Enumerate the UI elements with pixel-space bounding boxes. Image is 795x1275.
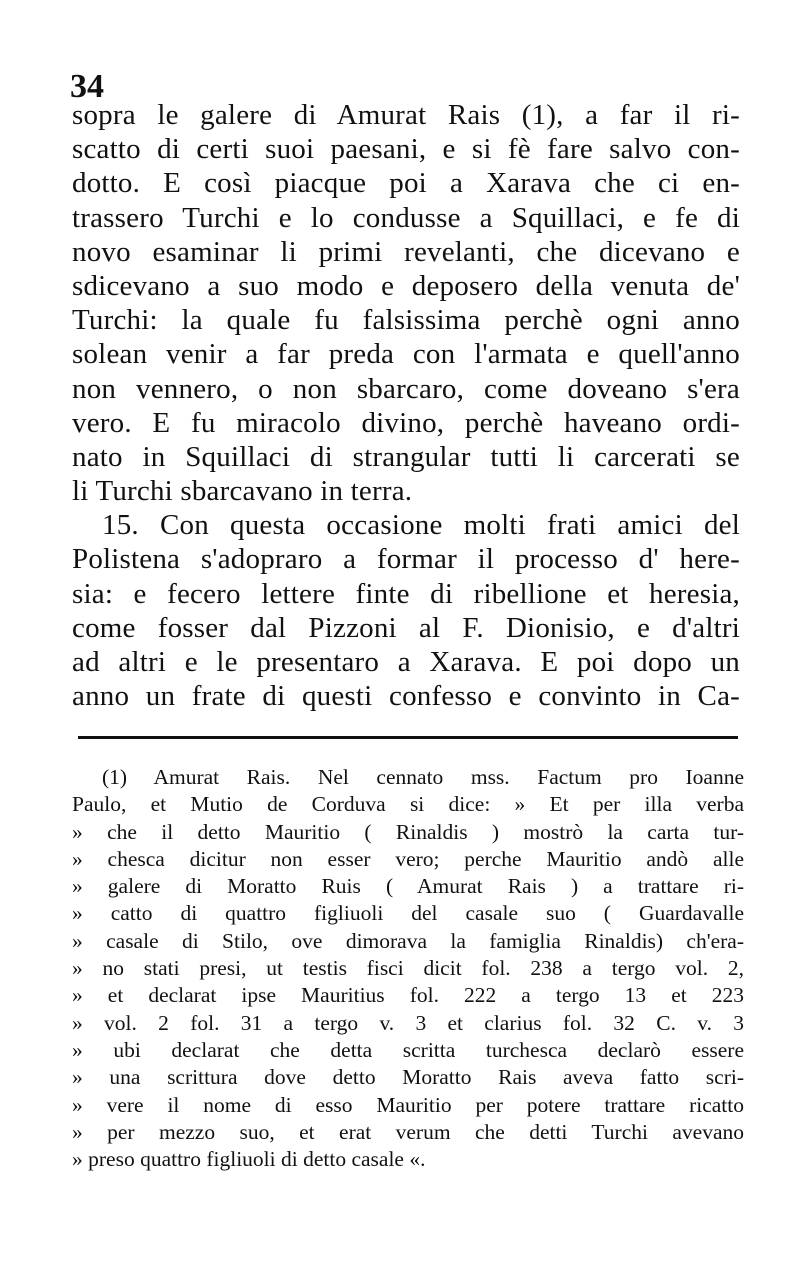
body-line: anno un frate di questi confesso e convinto in Ca- bbox=[72, 680, 740, 713]
body-line: ad altri e le presentaro a Xarava. E poi dopo un bbox=[72, 646, 740, 678]
main-text bbox=[72, 98, 740, 713]
body-line: li Turchi sbarcavano in terra. bbox=[72, 475, 413, 508]
section-start-line: 15. Con questa occasione molti frati amici del bbox=[102, 509, 740, 542]
body-line: novo esaminar li primi revelanti, che dicevano e bbox=[72, 235, 740, 268]
footnote-line: » vere il nome di esso Mauritio per potere trattare ricatto bbox=[72, 1092, 744, 1117]
footnote-line: » vol. 2 fol. 31 a tergo v. 3 et clarius fol. 32 C. v. 3 bbox=[72, 1010, 744, 1035]
footnote-line: » casale di Stilo, ove dimorava la famiglia Rinaldis) ch'era- bbox=[72, 928, 744, 953]
footnote bbox=[72, 764, 744, 1173]
page-number: 34 bbox=[70, 68, 104, 105]
body-line: nato in Squillaci di strangular tutti li carcerati se bbox=[72, 440, 740, 473]
body-line: trassero Turchi e lo condusse a Squillaci, e fe di bbox=[72, 201, 740, 234]
body-line: sia: e fecero lettere finte di ribellione et heresia, bbox=[72, 577, 740, 610]
body-line: vero. E fu miracolo divino, perchè haveano ordi- bbox=[72, 406, 740, 439]
footnote-line: » et declarat ipse Mauritius fol. 222 a tergo 13 et 223 bbox=[72, 983, 744, 1008]
body-line: come fosser dal Pizzoni al F. Dionisio, e d'altri bbox=[72, 611, 740, 644]
footnote-line: » no stati presi, ut testis fisci dicit fol. 238 a tergo vol. 2, bbox=[72, 956, 744, 981]
footnote-line: » che il detto Mauritio ( Rinaldis ) mostrò la carta tur- bbox=[72, 819, 744, 844]
body-line: dotto. E così piacque poi a Xarava che ci en- bbox=[72, 167, 740, 200]
body-line: sdicevano a suo modo e deposero della venuta de' bbox=[72, 269, 740, 302]
body-line: solean venir a far preda con l'armata e quell'anno bbox=[72, 338, 740, 371]
footnote-line: Paulo, et Mutio de Corduva si dice: » Et per illa verba bbox=[72, 792, 744, 817]
body-line: non vennero, o non sbarcaro, come doveano s'era bbox=[72, 372, 740, 405]
body-line: scatto di certi suoi paesani, e si fè fare salvo con- bbox=[72, 133, 740, 166]
footnote-line: » preso quattro figliuoli di detto casale «. bbox=[72, 1147, 426, 1172]
footnote-divider bbox=[78, 736, 738, 739]
footnote-line: » per mezzo suo, et erat verum che detti Turchi avevano bbox=[72, 1119, 744, 1144]
footnote-line: (1) Amurat Rais. Nel cennato mss. Factum pro Ioanne bbox=[102, 765, 744, 789]
footnote-line: » galere di Moratto Ruis ( Amurat Rais ) a trattare ri- bbox=[72, 874, 744, 899]
footnote-line: » catto di quattro figliuoli del casale suo ( Guardavalle bbox=[72, 901, 744, 926]
footnote-line: » chesca dicitur non esser vero; perche Mauritio andò alle bbox=[72, 846, 744, 871]
footnote-line: » ubi declarat che detta scritta turchesca declarò essere bbox=[72, 1037, 744, 1062]
footnote-line: » una scrittura dove detto Moratto Rais aveva fatto scri- bbox=[72, 1065, 744, 1090]
body-line: Turchi: la quale fu falsissima perchè ogni anno bbox=[72, 304, 740, 337]
body-line: sopra le galere di Amurat Rais (1), a far il ri- bbox=[72, 99, 740, 131]
body-line: Polistena s'adopraro a formar il processo d' here- bbox=[72, 543, 740, 576]
